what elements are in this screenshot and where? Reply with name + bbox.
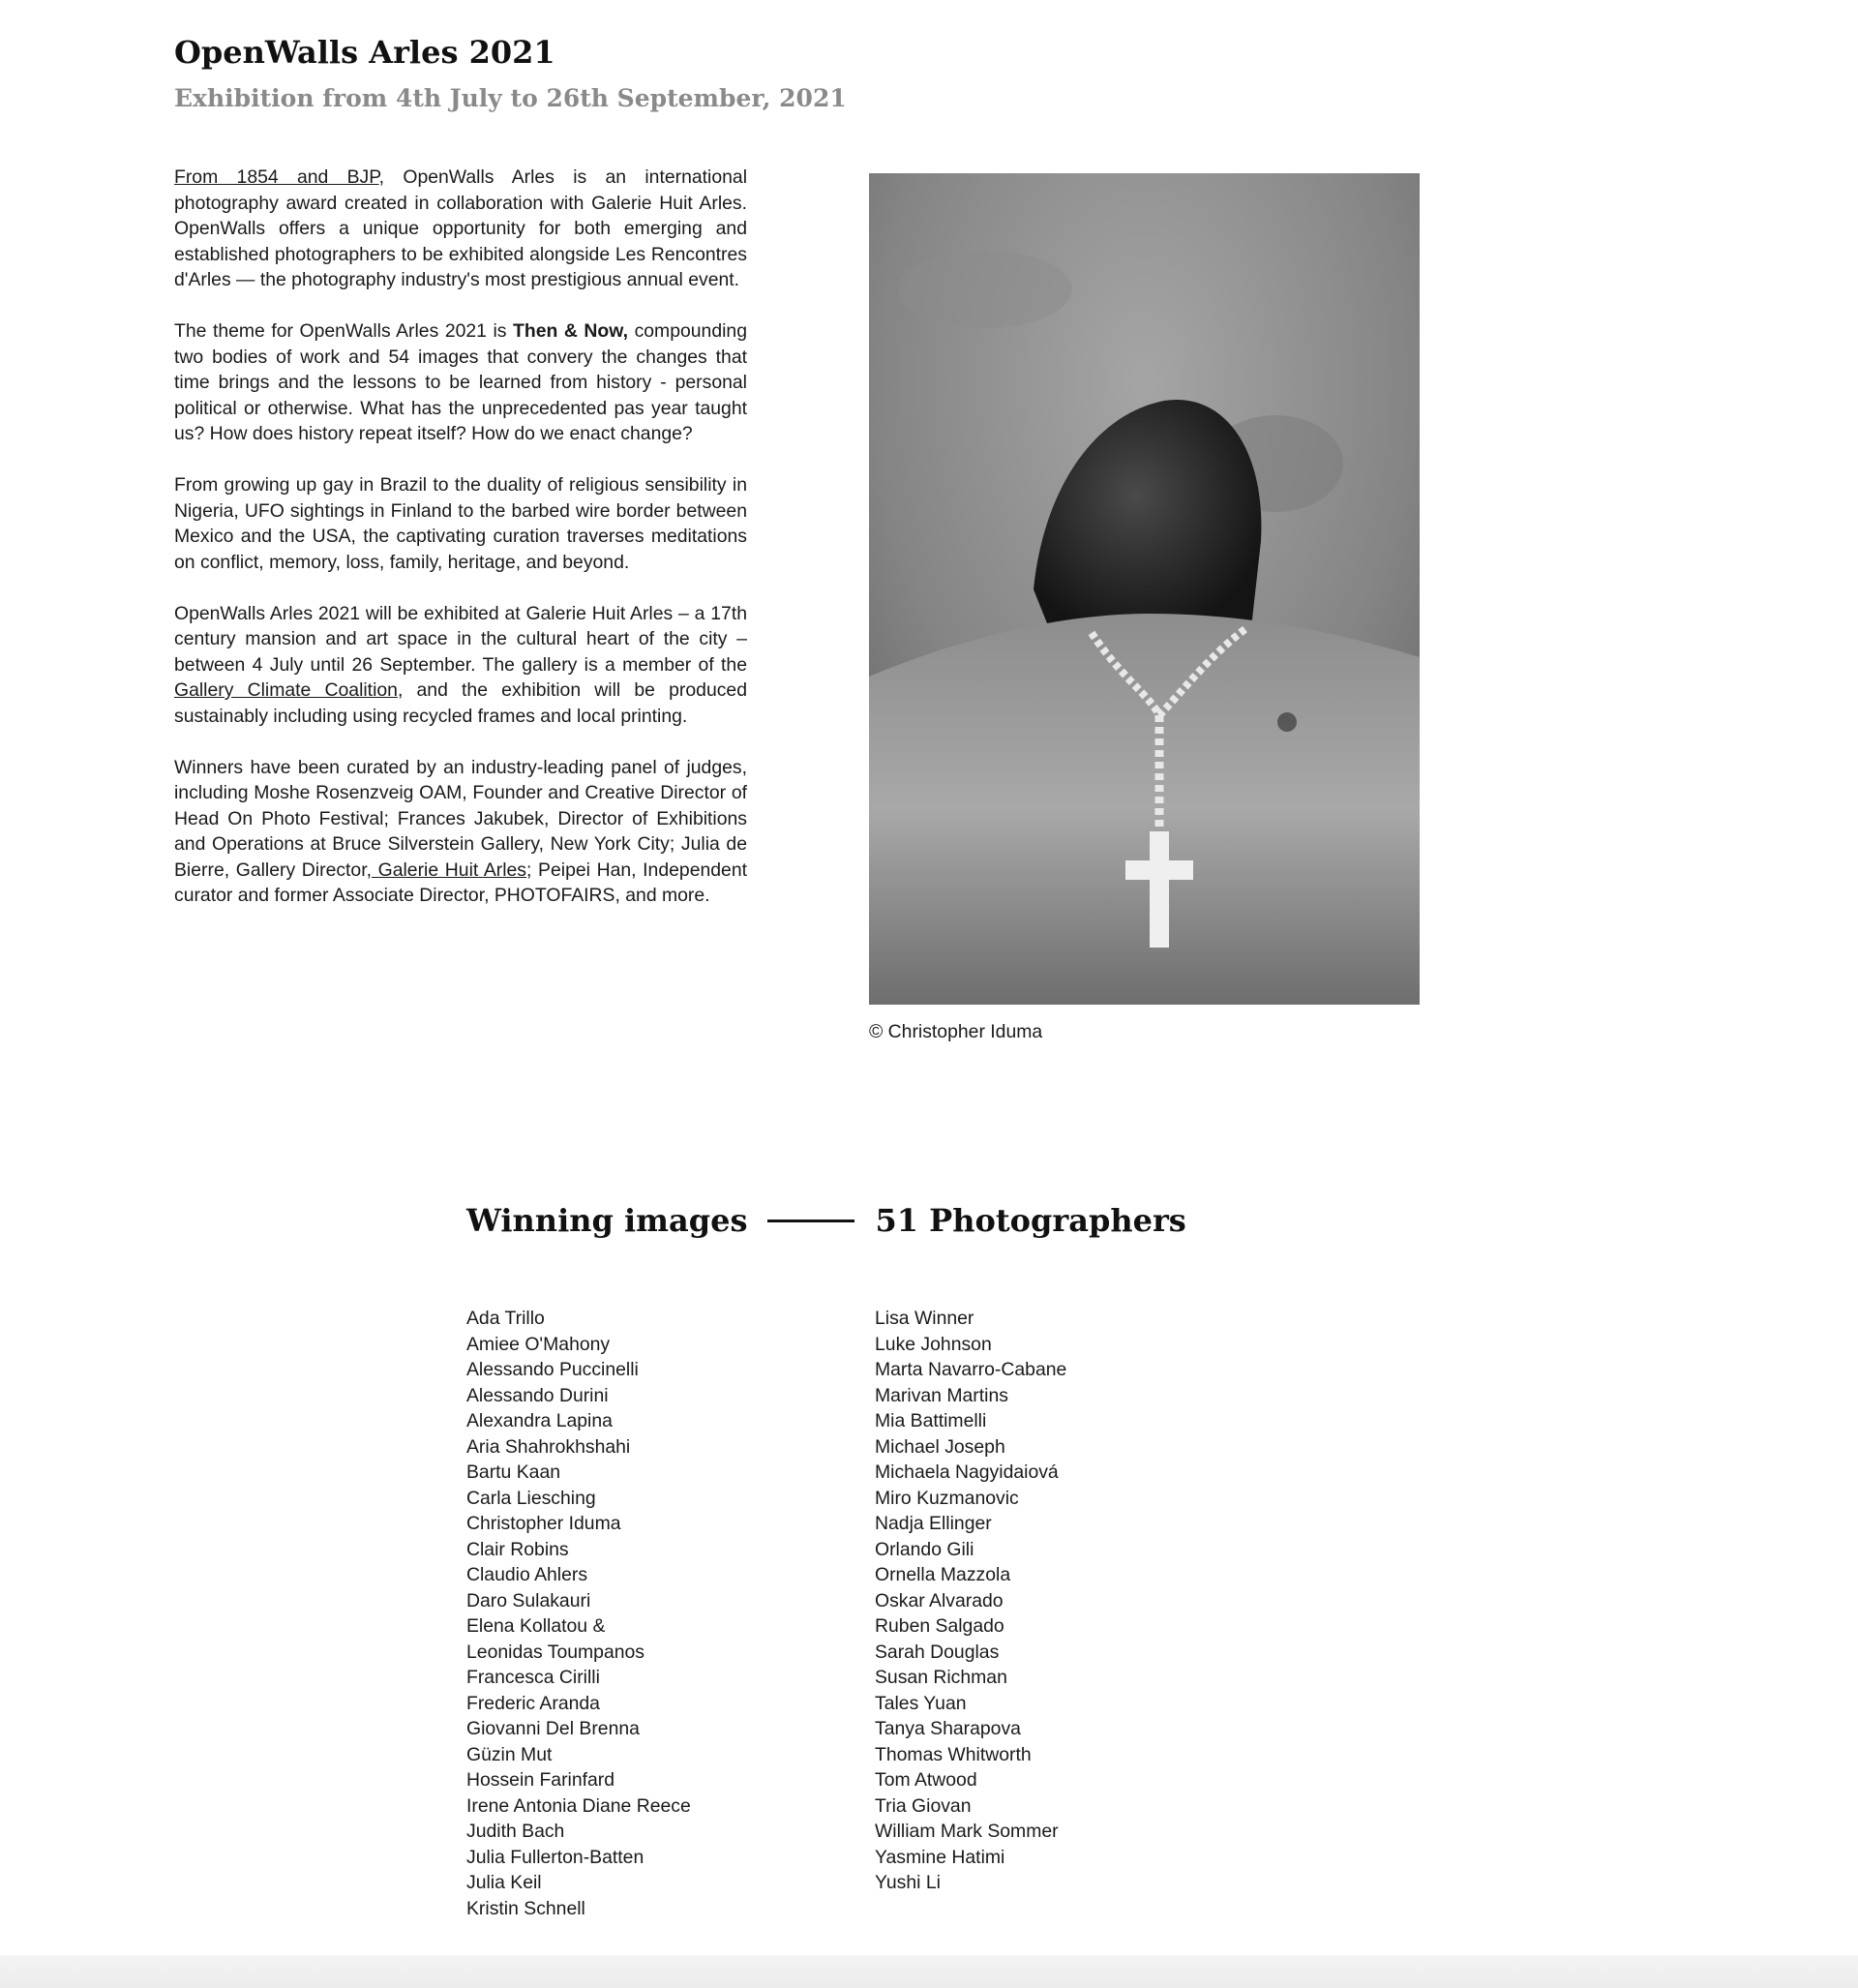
photographer-name: Clair Robins <box>466 1538 569 1560</box>
photographer-name: Ruben Salgado <box>875 1615 1004 1637</box>
intro-paragraph-4-pre: OpenWalls Arles 2021 will be exhibited at Galerie Huit Arles – a 17th century mansion and art space in the cultural heart of the city – between 4 July until 26 September. The gallery is a member of the <box>174 602 747 676</box>
photographer-name: Lisa Winner <box>875 1308 974 1329</box>
intro-paragraph-2 <box>174 318 747 447</box>
photographer-name: Sarah Douglas <box>875 1641 1000 1663</box>
photographer-name: Christopher Iduma <box>466 1513 621 1534</box>
photographer-name: Alessando Durini <box>466 1384 609 1406</box>
page-subtitle: Exhibition from 4th July to 26th September, 2021 <box>174 84 847 112</box>
photographer-name: Leonidas Toumpanos <box>466 1641 644 1663</box>
photographer-name: William Mark Sommer <box>875 1821 1059 1842</box>
photographer-list-column-1 <box>466 1306 691 1921</box>
photographer-name: Tales Yuan <box>875 1692 967 1714</box>
photographer-name: Marta Navarro-Cabane <box>875 1359 1067 1380</box>
link-galerie-huit-arles[interactable]: Galerie Huit Arles <box>372 858 527 881</box>
intro-paragraph-2-post: compounding two bodies of work and 54 images that convery the changes that time brings and the lessons to be learned from history - personal political or otherwise. What has the unprecedented pas year taught us? How does history repeat itself? How do we enact change? <box>174 320 747 444</box>
intro-paragraph-5-post: ; Peipei Han, Independent curator and former Associate Director, PHOTOFAIRS, and more. <box>174 858 748 906</box>
photographer-name: Hossein Farinfard <box>466 1769 615 1791</box>
link-gallery-climate-coalition[interactable]: Gallery Climate Coalition <box>174 679 398 701</box>
page-header <box>174 27 847 120</box>
photographer-name: Amiee O'Mahony <box>466 1333 611 1355</box>
photographer-name: Ornella Mazzola <box>875 1564 1011 1585</box>
intro-paragraph-4-post: , and the exhibition will be produced sustainably including using recycled frames and local printing. <box>174 679 747 727</box>
intro-paragraph-5 <box>174 755 747 909</box>
page-bottom-edge <box>0 1955 1858 1988</box>
photographer-name: Aria Shahrokhshahi <box>466 1435 631 1458</box>
photographer-name: Frederic Aranda <box>466 1692 600 1714</box>
photographer-name: Tria Giovan <box>875 1794 972 1817</box>
intro-text <box>174 165 747 934</box>
page-title: OpenWalls Arles 2021 <box>174 34 555 71</box>
photographer-name: Daro Sulakauri <box>466 1589 591 1611</box>
photographer-name: Mia Battimelli <box>875 1410 987 1431</box>
featured-photo[interactable] <box>869 173 1420 1005</box>
photographer-name: Carla Liesching <box>466 1487 596 1509</box>
photo-illustration <box>869 173 1420 1005</box>
theme-name: Then & Now, <box>513 320 629 342</box>
link-1854-bjp[interactable]: From 1854 and BJP, <box>174 166 385 188</box>
photographer-name: Thomas Whitworth <box>875 1743 1032 1765</box>
photographer-list-column-2 <box>875 1306 1066 1896</box>
photographer-name: Nadja Ellinger <box>875 1513 992 1534</box>
photographer-name: Susan Richman <box>875 1667 1007 1688</box>
photographer-name: Kristin Schnell <box>466 1897 585 1919</box>
intro-paragraph-4 <box>174 601 747 730</box>
photographer-name: Miro Kuzmanovic <box>875 1487 1019 1509</box>
photographer-name: Oskar Alvarado <box>875 1589 1004 1611</box>
photo-caption: © Christopher Iduma <box>869 1021 1043 1042</box>
photographer-name: Francesca Cirilli <box>466 1667 600 1688</box>
photographer-name: Marivan Martins <box>875 1384 1008 1406</box>
intro-paragraph-1-text: OpenWalls Arles is an international photography award created in collaboration with Galerie Huit Arles. OpenWalls offers a unique opportunity for both emerging and established photographers to be exhibited alongside Les Rencontres d'Arles — the photography industry's most prestigious annual event. <box>174 166 748 290</box>
photographer-name: Güzin Mut <box>466 1743 553 1765</box>
photographers-count-title: 51 Photographers <box>875 1202 1186 1239</box>
photographer-name: Elena Kollatou & <box>466 1615 606 1637</box>
photographer-name: Yasmine Hatimi <box>875 1846 1005 1868</box>
photographer-name: Michaela Nagyidaiová <box>875 1461 1059 1483</box>
photographer-name: Ada Trillo <box>466 1308 545 1329</box>
photographer-name: Alexandra Lapina <box>466 1410 613 1431</box>
photographer-name: Judith Bach <box>466 1821 565 1842</box>
intro-paragraph-3: From growing up gay in Brazil to the duality of religious sensibility in Nigeria, UFO sightings in Finland to the barbed wire border between Mexico and the USA, the captivating curation traverses meditations on conflict, memory, loss, family, heritage, and beyond. <box>174 474 747 573</box>
photographer-name: Luke Johnson <box>875 1333 992 1355</box>
intro-paragraph-1 <box>174 165 747 293</box>
featured-photo-block <box>869 173 1420 1045</box>
photographer-name: Orlando Gili <box>875 1538 974 1560</box>
photographer-name: Julia Keil <box>466 1872 542 1893</box>
photographer-name: Tom Atwood <box>875 1769 977 1791</box>
photographer-name: Alessando Puccinelli <box>466 1359 639 1380</box>
photographer-name: Bartu Kaan <box>466 1461 561 1483</box>
photographer-name: Julia Fullerton-Batten <box>466 1846 644 1868</box>
winners-heading <box>466 1202 1186 1239</box>
intro-paragraph-2-pre: The theme for OpenWalls Arles 2021 is <box>174 320 514 342</box>
photographer-name: Claudio Ahlers <box>466 1564 588 1585</box>
photographer-name: Irene Antonia Diane Reece <box>466 1794 691 1817</box>
intro-paragraph-5-pre: Winners have been curated by an industry-leading panel of judges, including Moshe Rosenzveig OAM, Founder and Creative Director of Head On Photo Festival; Frances Jakubek, Director of Exhibitions and Operations at Bruce Silverstein Gallery, New York City; Julia de Bierre, Gallery Director, <box>174 756 747 881</box>
winning-images-title: Winning images <box>466 1202 748 1239</box>
heading-divider <box>767 1220 854 1222</box>
photographer-name: Yushi Li <box>875 1872 941 1893</box>
photographer-name: Tanya Sharapova <box>875 1718 1021 1739</box>
photographer-name: Michael Joseph <box>875 1435 1005 1458</box>
photographer-name: Giovanni Del Brenna <box>466 1718 640 1739</box>
